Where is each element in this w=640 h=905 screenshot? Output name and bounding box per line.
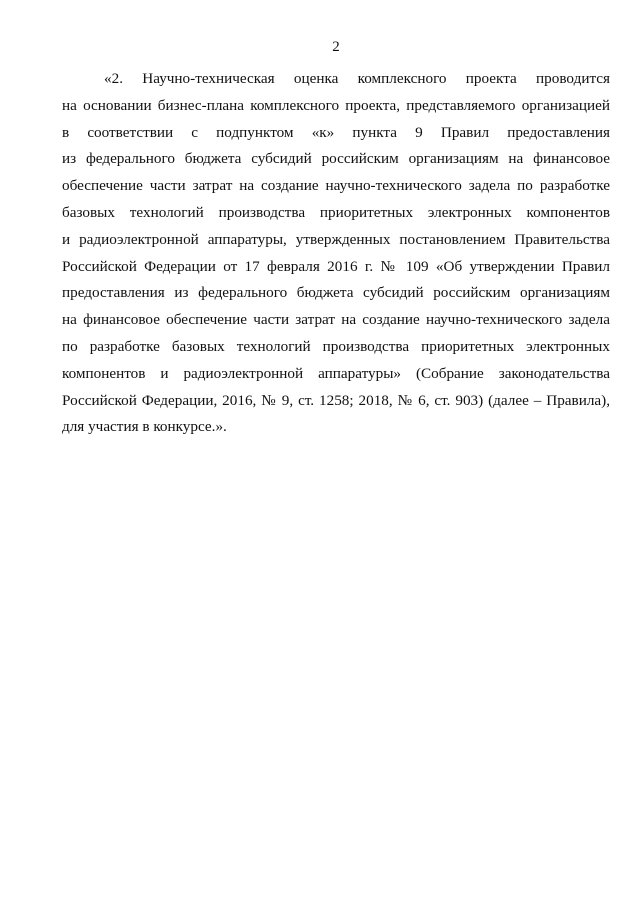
paragraph-line: на финансовое обеспечение части затрат на создание научно-технического задела <box>62 311 610 329</box>
paragraph-line: по разработке базовых технологий производства приоритетных электронных <box>62 337 610 355</box>
paragraph-line: в соответствии с подпунктом «к» пункта 9 Правил предоставления <box>62 123 610 141</box>
paragraph-2 <box>62 66 610 441</box>
paragraph-line: предоставления из федерального бюджета субсидий российским организациям <box>62 284 610 302</box>
paragraph-line: Российской Федерации, 2016, № 9, ст. 1258; 2018, № 6, ст. 903) (далее – Правила), <box>62 391 610 409</box>
page-number: 2 <box>332 39 340 55</box>
paragraph-line: для участия в конкурсе.». <box>62 418 227 436</box>
paragraph-line: и радиоэлектронной аппаратуры, утвержденных постановлением Правительства <box>62 230 610 248</box>
paragraph-line: обеспечение части затрат на создание научно-технического задела по разработке <box>62 177 610 195</box>
paragraph-line: «2. Научно-техническая оценка комплексного проекта проводится <box>104 70 610 87</box>
paragraph-line: Российской Федерации от 17 февраля 2016 г. № 109 «Об утверждении Правил <box>62 257 610 275</box>
paragraph-line: из федерального бюджета субсидий российским организациям на финансовое <box>62 150 610 168</box>
paragraph-line: базовых технологий производства приоритетных электронных компонентов <box>62 203 610 221</box>
paragraph-line: компонентов и радиоэлектронной аппаратуры» (Собрание законодательства <box>62 364 610 382</box>
paragraph-line: на основании бизнес-плана комплексного проекта, представляемого организацией <box>62 96 610 114</box>
